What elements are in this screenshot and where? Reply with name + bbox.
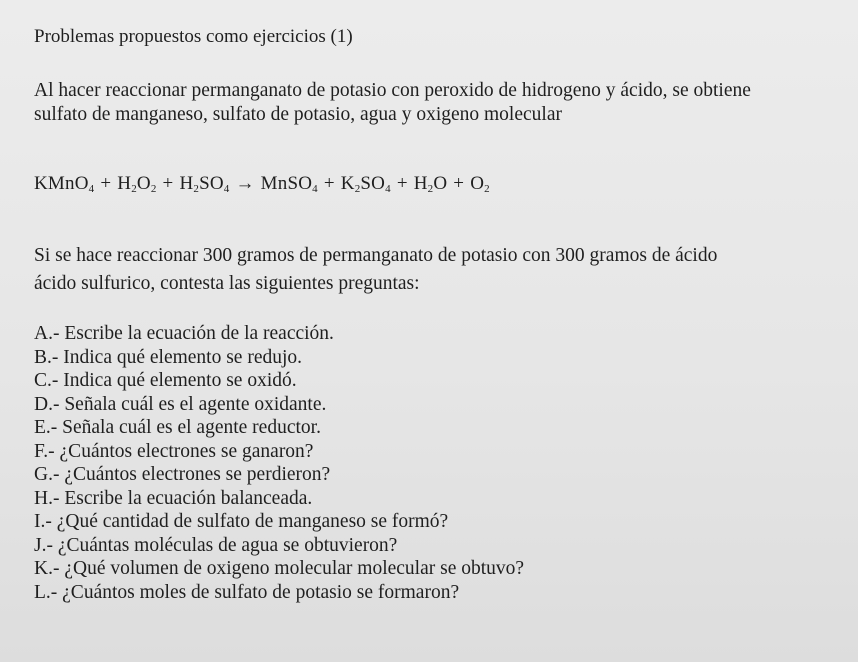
question-item: G.- ¿Cuántos electrones se perdieron? [34,464,331,485]
document-title: Problemas propuestos como ejercicios (1) [34,26,353,47]
question-item: C.- Indica qué elemento se oxidó. [34,370,297,391]
statement-line-2: ácido sulfurico, contesta las siguientes preguntas: [34,273,420,294]
question-item: J.- ¿Cuántas moléculas de agua se obtuvieron? [34,534,398,556]
product-h2o: $H_2O$ [413,173,448,195]
question-item: F.- ¿Cuántos electrones se ganaron? [34,440,314,462]
question-list [34,322,524,604]
intro-paragraph-line-1: Al hacer reaccionar permanganato de potasio con peroxido de hidrogeno y ácido, se obtiene [34,80,751,101]
reaction-arrow: → [235,173,255,194]
intro-paragraph-line-2: sulfato de manganeso, sulfato de potasio, agua y oxigeno molecular [34,104,562,125]
question-item: H.- Escribe la ecuación balanceada. [34,487,313,509]
question-item: D.- Señala cuál es el agente oxidante. [34,393,327,415]
plus-sign: + [453,173,465,194]
plus-sign: + [162,173,174,194]
product-k2so4: $K_2SO_4$ [340,173,391,195]
question-item: K.- ¿Qué volumen de oxigeno molecular molecular se obtuvo? [34,558,525,579]
question-item: E.- Señala cuál es el agente reductor. [34,417,321,438]
question-item: B.- Indica qué elemento se redujo. [34,346,303,368]
question-item: I.- ¿Qué cantidad de sulfato de manganeso se formó? [34,511,449,532]
plus-sign: + [100,173,112,194]
plus-sign: + [396,173,408,194]
reactant-h2o2: $H_2O_2$ [117,173,157,195]
statement-line-1: Si se hace reaccionar 300 gramos de permanganato de potasio con 300 gramos de ácido [34,245,718,266]
product-o2: $O_2$ [470,173,490,195]
question-item: L.- ¿Cuántos moles de sulfato de potasio se formaron? [34,581,460,603]
reactant-kmno4: KMnO$_4$ [34,173,95,195]
reactant-h2so4: $H_2SO_4$ [179,173,230,195]
plus-sign: + [323,173,335,194]
question-item: A.- Escribe la ecuación de la reacción. [34,323,334,344]
chemical-equation [34,172,490,196]
product-mnso4: MnSO$_4$ [260,173,318,195]
